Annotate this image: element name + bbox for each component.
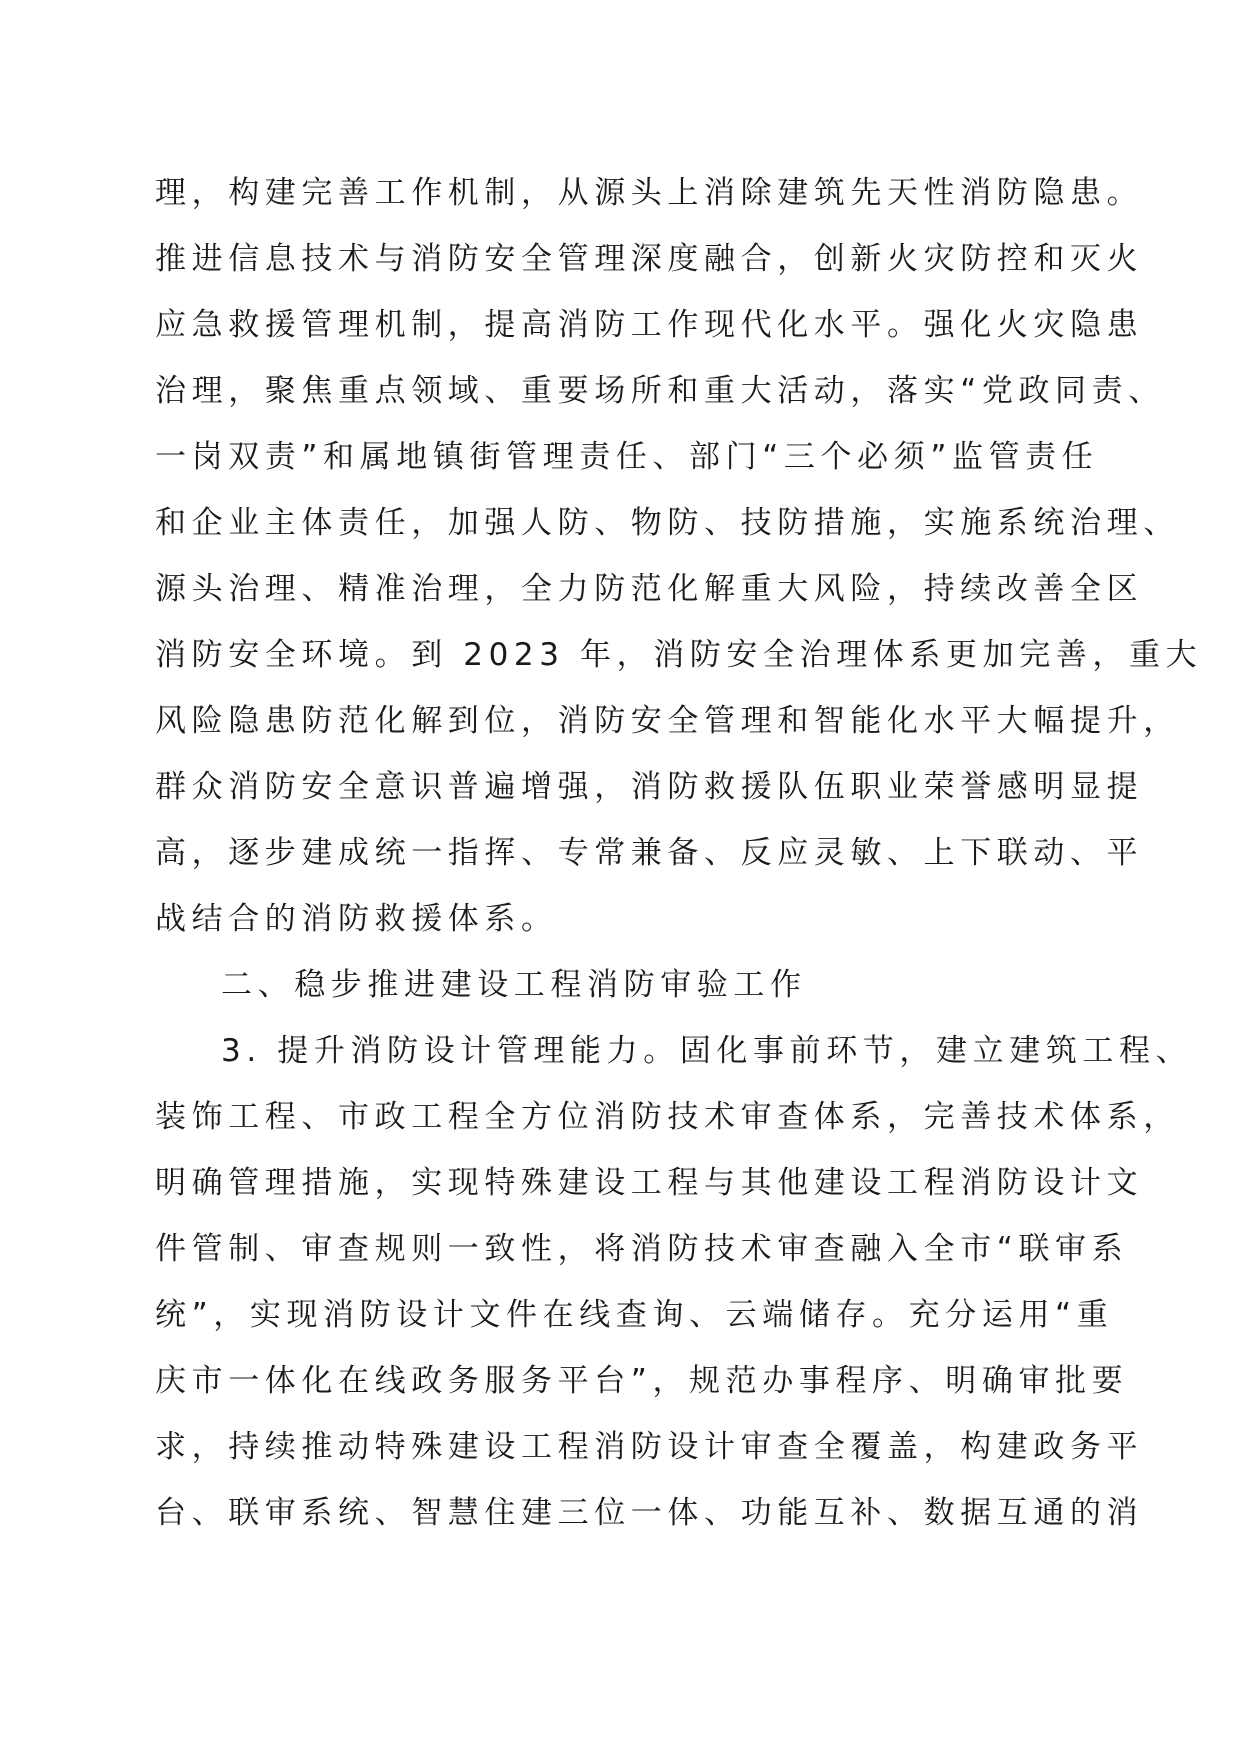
text-line: 治理，聚焦重点领域、重要场所和重大活动，落实“党政同责、	[155, 373, 1165, 409]
text-line: 求，持续推动特殊建设工程消防设计审查全覆盖，构建政务平	[155, 1429, 1144, 1465]
text-line: 统”，实现消防设计文件在线查询、云端储存。充分运用“重	[155, 1297, 1114, 1333]
text-line: 件管制、审查规则一致性，将消防技术审查融入全市“联审系	[155, 1231, 1129, 1267]
text-line: 源头治理、精准治理，全力防范化解重大风险，持续改善全区	[155, 571, 1144, 607]
text-line: 理，构建完善工作机制，从源头上消除建筑先天性消防隐患。	[155, 175, 1144, 211]
text-line: 和企业主体责任，加强人防、物防、技防措施，实施系统治理、	[155, 505, 1180, 541]
text-line: 3. 提升消防设计管理能力。固化事前环节，建立建筑工程、	[221, 1033, 1193, 1069]
text-line: 装饰工程、市政工程全方位消防技术审查体系，完善技术体系，	[155, 1099, 1180, 1135]
text-line: 庆市一体化在线政务服务平台”，规范办事程序、明确审批要	[155, 1363, 1129, 1399]
text-line: 高，逐步建成统一指挥、专常兼备、反应灵敏、上下联动、平	[155, 835, 1144, 871]
text-line: 风险隐患防范化解到位，消防安全管理和智能化水平大幅提升，	[155, 703, 1180, 739]
text-line: 明确管理措施，实现特殊建设工程与其他建设工程消防设计文	[155, 1165, 1144, 1201]
text-line: 群众消防安全意识普遍增强，消防救援队伍职业荣誉感明显提	[155, 769, 1144, 805]
text-line: 推进信息技术与消防安全管理深度融合，创新火灾防控和灭火	[155, 241, 1144, 277]
text-line: 台、联审系统、智慧住建三位一体、功能互补、数据互通的消	[155, 1495, 1144, 1531]
text-line: 一岗双责”和属地镇街管理责任、部门“三个必须”监管责任	[155, 439, 1099, 475]
text-line: 战结合的消防救援体系。	[155, 901, 558, 937]
text-line: 消防安全环境。到 2023 年，消防安全治理体系更加完善，重大	[155, 637, 1203, 673]
section-heading: 二、稳步推进建设工程消防审验工作	[221, 967, 807, 1003]
text-line: 应急救援管理机制，提高消防工作现代化水平。强化火灾隐患	[155, 307, 1144, 343]
